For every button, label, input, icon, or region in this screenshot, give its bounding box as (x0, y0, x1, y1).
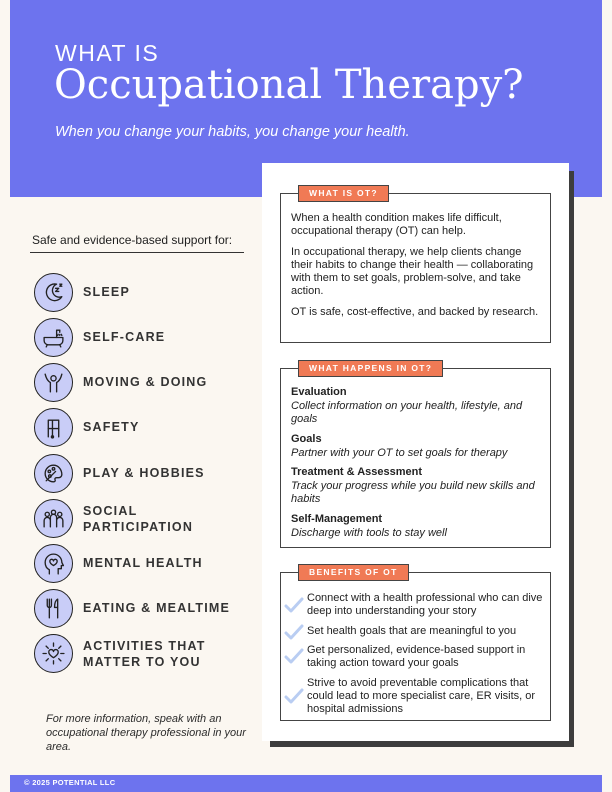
step-description: Partner with your OT to set goals for therapy (291, 447, 508, 459)
support-item-sleep (34, 273, 264, 313)
support-item-activities (34, 634, 264, 674)
support-item-label: ACTIVITIES THAT MATTER TO YOU (83, 639, 206, 669)
support-item-social-participation (34, 499, 264, 539)
benefits-tag: BENEFITS OF OT (298, 564, 409, 581)
checkmark-icon (284, 595, 304, 615)
support-item-label: MENTAL HEALTH (83, 556, 203, 570)
step-description: Track your progress while you build new skills and habits (291, 480, 535, 505)
support-item-eating-mealtime (34, 589, 264, 629)
sun-heart-icon (34, 634, 73, 673)
benefit-item: Set health goals that are meaningful to you (307, 625, 517, 637)
support-item-moving-doing (34, 363, 264, 403)
what-is-ot-paragraph-1: When a health condition makes life difficult, occupational therapy (OT) can help. (291, 212, 502, 237)
header-tagline: When you change your habits, you change your health. (55, 124, 410, 140)
support-item-label: MOVING & DOING (83, 375, 208, 389)
support-heading: Safe and evidence-based support for: (32, 233, 233, 247)
header-eyebrow: WHAT IS (55, 40, 160, 66)
benefit-item: Get personalized, evidence-based support in taking action toward your goals (307, 644, 526, 669)
support-item-label: SLEEP (83, 285, 130, 299)
step-title: Self-Management (291, 513, 383, 525)
sleep-moon-icon (34, 273, 73, 312)
step-title: Goals (291, 433, 322, 445)
what-is-ot-paragraph-2: In occupational therapy, we help clients change their habits to change their health — collaborating with them to set goals, problem-solve, and take action. (291, 246, 534, 297)
checkmark-icon (284, 622, 304, 642)
walker-icon (34, 408, 73, 447)
support-item-mental-health (34, 544, 264, 584)
what-is-ot-paragraph-3: OT is safe, cost-effective, and backed by research. (291, 306, 539, 318)
what-happens-tag: WHAT HAPPENS IN OT? (298, 360, 443, 377)
support-item-label: PLAY & HOBBIES (83, 466, 205, 480)
group-people-icon (34, 499, 73, 538)
benefit-item: Strive to avoid preventable complications that could lead to more specialist care, ER visits, or hospital admissions (307, 677, 536, 715)
page-title: Occupational Therapy? (54, 62, 524, 108)
footnote: For more information, speak with an occupational therapy professional in your area. (46, 713, 246, 753)
step-description: Discharge with tools to stay well (291, 527, 447, 539)
what-is-ot-tag: WHAT IS OT? (298, 185, 389, 202)
support-item-label: EATING & MEALTIME (83, 601, 231, 615)
copyright-text: © 2025 POTENTIAL LLC (24, 778, 116, 787)
step-title: Treatment & Assessment (291, 466, 423, 478)
head-heart-icon (34, 544, 73, 583)
support-divider (30, 252, 244, 253)
fork-knife-icon (34, 589, 73, 628)
support-item-label: SAFETY (83, 420, 140, 434)
footer-bar (10, 775, 602, 792)
support-item-label: SELF-CARE (83, 330, 166, 344)
support-item-safety (34, 408, 264, 448)
step-description: Collect information on your health, lifestyle, and goals (291, 400, 523, 425)
benefit-item: Connect with a health professional who can dive deep into understanding your story (307, 592, 543, 617)
step-title: Evaluation (291, 386, 347, 398)
support-item-play-hobbies (34, 454, 264, 494)
bathtub-icon (34, 318, 73, 357)
support-item-label: SOCIAL PARTICIPATION (83, 504, 194, 534)
person-arms-up-icon (34, 363, 73, 402)
checkmark-icon (284, 686, 304, 706)
checkmark-icon (284, 646, 304, 666)
paint-palette-icon (34, 454, 73, 493)
support-item-self-care (34, 318, 264, 358)
